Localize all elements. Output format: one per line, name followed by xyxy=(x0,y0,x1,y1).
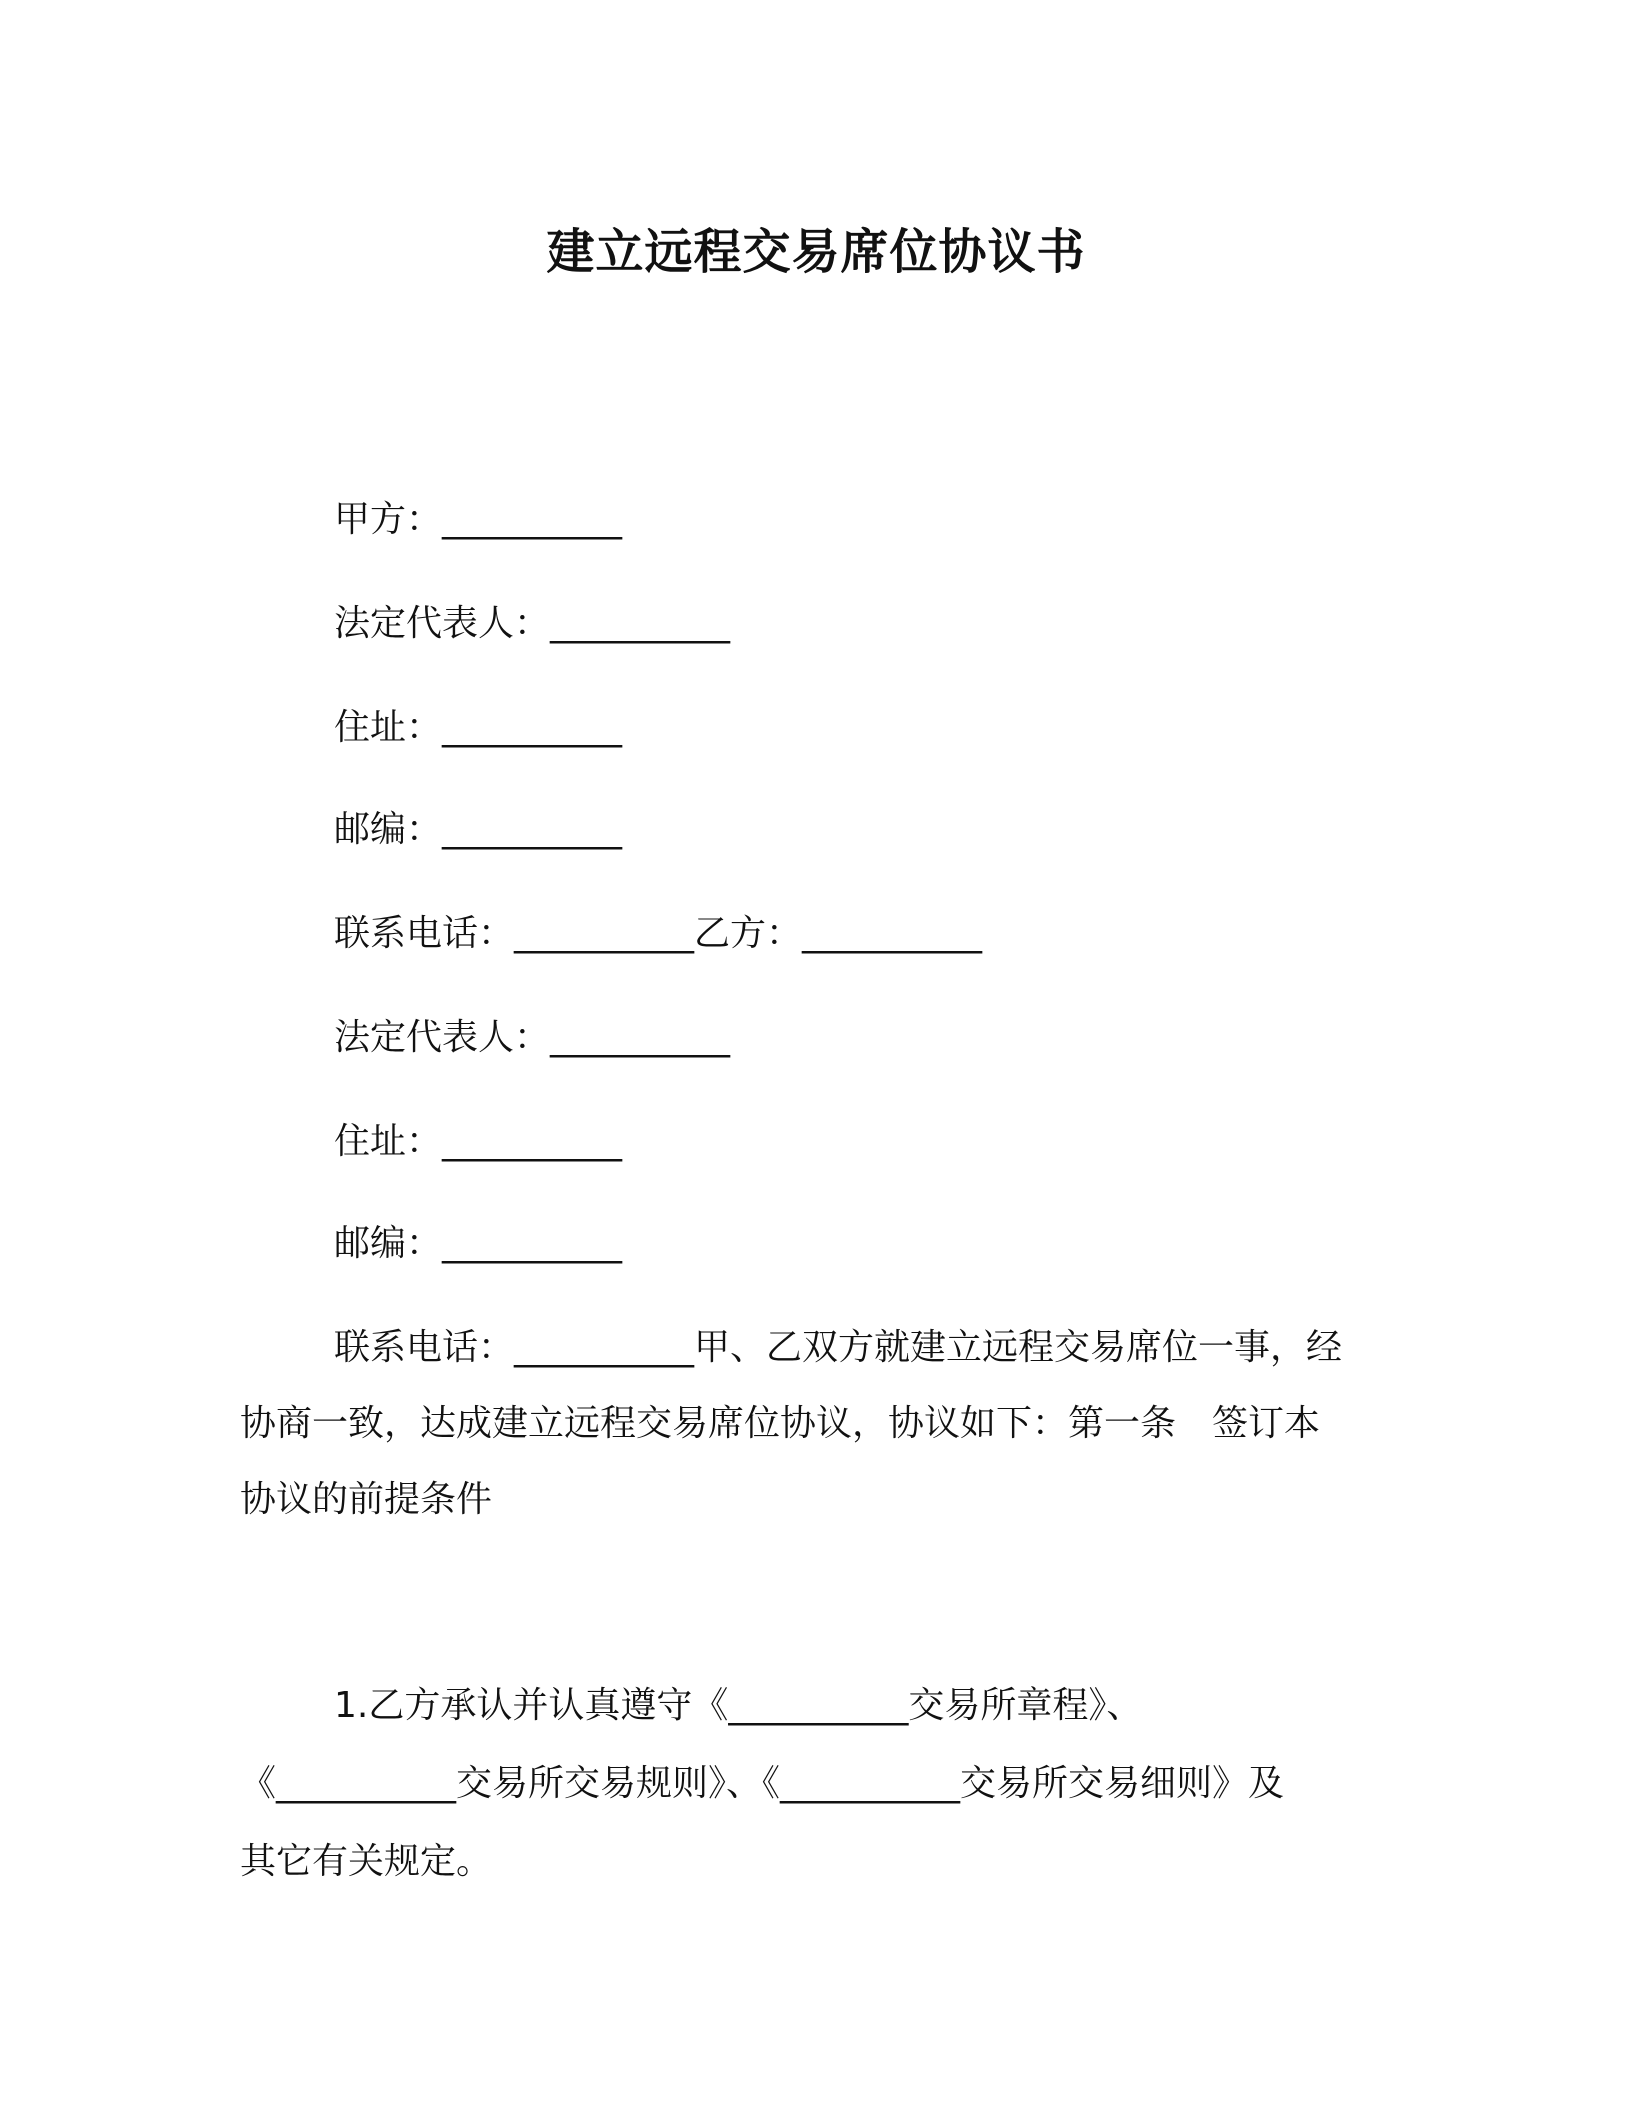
intro-line-1: 联系电话：__________甲、乙双方就建立远程交易席位一事，经 xyxy=(334,1327,1343,1368)
document-title: 建立远程交易席位协议书 xyxy=(546,224,1086,280)
party-a-legal-rep-field: 法定代表人：__________ xyxy=(334,603,731,644)
intro-line-3: 协议的前提条件 xyxy=(240,1479,493,1520)
party-a-phone-party-b-field: 联系电话：__________乙方：__________ xyxy=(334,913,983,954)
party-a-field: 甲方：__________ xyxy=(334,499,623,540)
intro-line-2: 协商一致，达成建立远程交易席位协议，协议如下：第一条 签订本 xyxy=(240,1403,1321,1444)
party-a-address-field: 住址：__________ xyxy=(334,707,623,748)
party-a-postcode-field: 邮编：__________ xyxy=(334,809,623,850)
clause-1-line-3: 其它有关规定。 xyxy=(240,1841,493,1882)
party-b-address-field: 住址：__________ xyxy=(334,1121,623,1162)
intro-paragraph xyxy=(240,1324,1400,1524)
clause-1-line-2: 《__________交易所交易规则》、《__________交易所交易细则》及 xyxy=(240,1763,1285,1804)
party-b-postcode-field: 邮编：__________ xyxy=(334,1223,623,1264)
party-b-legal-rep-field: 法定代表人：__________ xyxy=(334,1017,731,1058)
clause-1-line-1: 1.乙方承认并认真遵守《__________交易所章程》、 xyxy=(334,1685,1143,1726)
clause-1-paragraph xyxy=(240,1682,1400,1886)
